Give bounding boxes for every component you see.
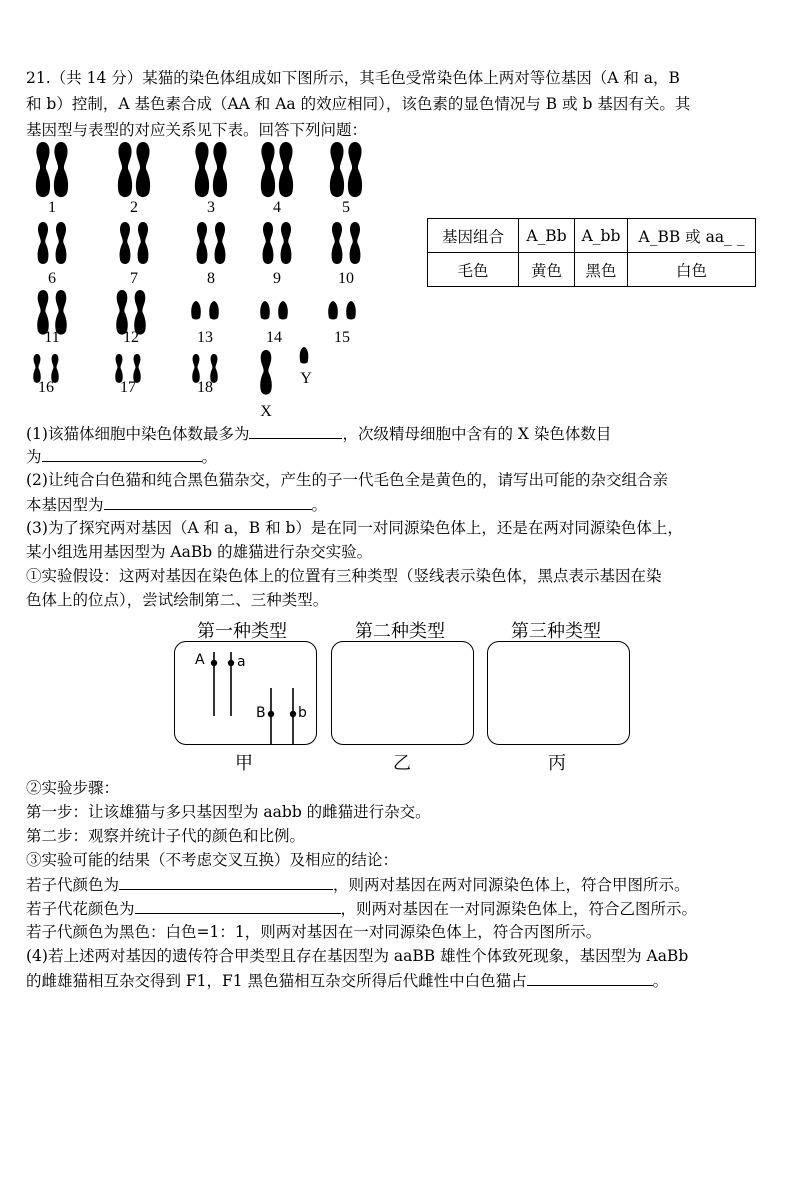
chromosome-pair-3	[195, 142, 227, 197]
answer-blank[interactable]	[135, 896, 341, 914]
gene-label-b: b	[298, 705, 307, 721]
hypothesis-line-1: ①实验假设：这两对基因在染色体上的位置有三种类型（竖线表示染色体，黑点表示基因在染	[26, 567, 662, 585]
results-heading: ③实验可能的结果（不考虑交叉互换）及相应的结论：	[26, 851, 399, 869]
chromosome-pair-5	[330, 142, 362, 197]
chromosome-label-y: Y	[300, 370, 312, 387]
chromosome-label-18: 18	[197, 379, 213, 396]
chromosome-pair-15	[328, 301, 356, 320]
question-intro-line-1: 21.（共 14 分）某猫的染色体组成如下图所示，其毛色受常染色体上两对等位基因（A 和 a，B	[26, 69, 680, 87]
result-text: ，则两对基因在两对同源染色体上，符合甲图所示。	[333, 876, 690, 894]
hypothesis-line-2: 色体上的位点），尝试绘制第二、三种类型。	[26, 591, 329, 609]
chromosome-label-6: 6	[48, 270, 56, 287]
chromosome-label-5: 5	[342, 199, 350, 216]
panel-label-bing: 丙	[548, 753, 566, 774]
answer-blank[interactable]	[42, 444, 202, 462]
table-cell: 白色	[628, 253, 756, 287]
panel-label-yi: 乙	[393, 753, 411, 774]
result-text: 若子代花颜色为	[26, 900, 135, 918]
question-intro-line-2: 和 b）控制，A 基色素合成（AA 和 Aa 的效应相同），该色素的显色情况与 B 或 b 基因有关。其	[26, 95, 691, 113]
chromosome-label-9: 9	[273, 270, 281, 287]
gene-label-a: a	[237, 654, 246, 670]
chromosome-label-2: 2	[130, 199, 138, 216]
chromosome-pair-13	[191, 301, 219, 320]
part2-line-2	[26, 492, 327, 517]
chromosome-label-4: 4	[273, 199, 281, 216]
table-cell: 黄色	[519, 253, 575, 287]
gene-locus-A	[211, 660, 217, 666]
part1-text: 。	[201, 448, 218, 466]
chromosome-label-7: 7	[130, 270, 138, 287]
part1-text: 为	[26, 448, 42, 466]
chromosome-pair-7	[120, 222, 149, 264]
chromosome-pair-12	[116, 290, 146, 335]
result-3: 若子代颜色为黑色：白色=1：1，则两对基因在一对同源染色体上，符合丙图所示。	[26, 923, 602, 941]
table-cell: 毛色	[428, 253, 519, 287]
part2-line-1: (2)让纯合白色猫和纯合黑色猫杂交，产生的子一代毛色全是黄色的，请写出可能的杂交组合亲	[26, 471, 668, 489]
panel-title-type-1: 第一种类型	[197, 621, 287, 642]
answer-blank[interactable]	[104, 492, 312, 510]
gene-locus-b	[290, 711, 296, 717]
chromosome-label-15: 15	[334, 329, 350, 346]
answer-blank[interactable]	[249, 421, 342, 439]
chromosome-pair-9	[263, 222, 292, 264]
chromosome-label-13: 13	[197, 329, 213, 346]
chromosome-label-14: 14	[266, 329, 282, 346]
panel-title-type-2: 第二种类型	[355, 621, 445, 642]
table-cell: 基因组合	[428, 219, 519, 253]
chromosome-pair-14	[260, 301, 288, 320]
step-2: 第二步：观察并统计子代的颜色和比例。	[26, 827, 306, 845]
chromosome-label-1: 1	[48, 199, 56, 216]
chromosome-y	[300, 347, 309, 364]
part2-text: 。	[311, 496, 328, 514]
part4-text: 的雌雄猫相互杂交得到 F1，F1 黑色猫相互杂交所得后代雌性中白色猫占	[26, 972, 527, 990]
chromosome-pair-1	[36, 142, 68, 197]
panel-title-type-3: 第三种类型	[511, 621, 601, 642]
gene-label-B: B	[256, 705, 266, 721]
steps-heading: ②实验步骤：	[26, 779, 120, 797]
part3-line-1: (3)为了探究两对基因（A 和 a，B 和 b）是在同一对同源染色体上，还是在两对同源染色体上，	[26, 519, 683, 537]
answer-blank[interactable]	[119, 872, 333, 890]
table-cell: 黑色	[575, 253, 628, 287]
chromosome-label-10: 10	[338, 270, 354, 287]
table-row	[428, 253, 756, 287]
chromosome-pair-8	[197, 222, 226, 264]
chromosome-label-8: 8	[207, 270, 215, 287]
question-intro-line-3: 基因型与表型的对应关系见下表。回答下列问题：	[26, 121, 368, 139]
karyotype-figure	[0, 0, 800, 430]
panel-type-1	[174, 641, 317, 745]
chromosome-pair-10	[332, 222, 361, 264]
step-1: 第一步：让该雄猫与多只基因型为 aabb 的雌猫进行杂交。	[26, 803, 431, 821]
gene-label-A: A	[195, 652, 205, 668]
chromosome-pair-11	[37, 290, 67, 335]
result-2	[26, 896, 697, 921]
table-cell: A_Bb	[519, 219, 575, 253]
chromosome-pair-6	[38, 222, 67, 264]
part4-line-2	[26, 968, 668, 993]
table-row	[428, 219, 756, 253]
table-cell: A_BB 或 aa_ _	[628, 219, 756, 253]
part1-text: ，次级精母细胞中含有的 X 染色体数目	[342, 425, 612, 443]
part4-text: 。	[652, 972, 669, 990]
part4-line-1: (4)若上述两对基因的遗传符合甲类型且存在基因型为 aaBB 雄性个体致死现象，基因型为 AaBb	[26, 947, 689, 965]
chromosome-label-x: X	[260, 403, 272, 420]
panel-label-jia: 甲	[235, 753, 253, 774]
table-cell: A_bb	[575, 219, 628, 253]
gene-locus-B	[268, 711, 274, 717]
answer-blank[interactable]	[527, 968, 653, 986]
result-text: ，则两对基因在一对同源染色体上，符合乙图所示。	[340, 900, 698, 918]
part1-line-1	[26, 421, 611, 446]
panel-type-3[interactable]	[487, 641, 630, 745]
part1-text: (1)该猫体细胞中染色体数最多为	[26, 425, 250, 443]
chromosome-label-12: 12	[123, 329, 139, 346]
part1-line-2	[26, 444, 217, 469]
chromosome-x	[260, 350, 272, 395]
gene-locus-a	[228, 660, 234, 666]
chromosome-label-17: 17	[120, 379, 136, 396]
part2-text: 本基因型为	[26, 496, 104, 514]
result-text: 若子代颜色为	[26, 876, 120, 894]
chromosome-label-11: 11	[44, 329, 60, 346]
chromosome-label-16: 16	[38, 379, 54, 396]
genotype-phenotype-table	[427, 218, 756, 287]
chromosome-pair-4	[261, 142, 293, 197]
part3-line-2: 某小组选用基因型为 AaBb 的雄猫进行杂交实验。	[26, 543, 373, 561]
chromosome-pair-2	[118, 142, 150, 197]
chromosome-label-3: 3	[207, 199, 215, 216]
panel-type-2[interactable]	[331, 641, 474, 745]
result-1	[26, 872, 690, 897]
